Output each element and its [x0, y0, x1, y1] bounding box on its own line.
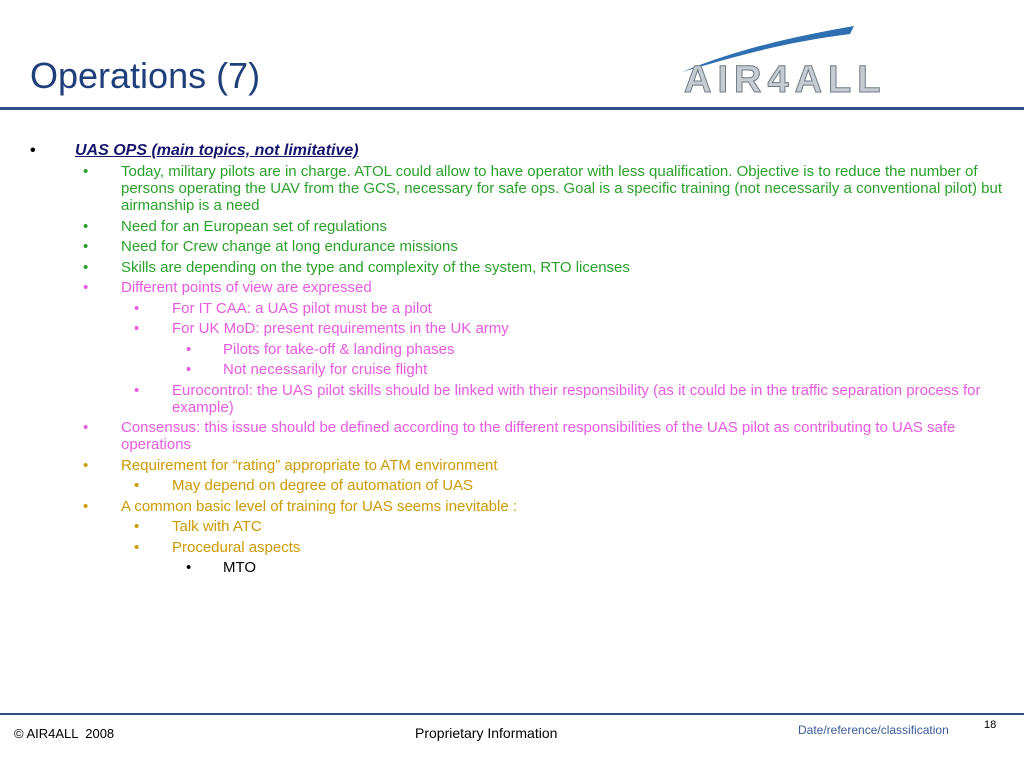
svg-text:AIR4ALL: AIR4ALL — [684, 59, 887, 100]
list-item: • MTO — [186, 559, 257, 576]
list-item: • Need for an European set of regulations — [83, 217, 388, 235]
list-item: • Not necessarily for cruise flight — [186, 361, 428, 378]
list-item: • Today, military pilots are in charge. ATOL could allow to have operator with less qualification. Objective is to reduce the number of persons operating the UAV from the GCS, necessary for safe ops. Goal is a specific training (not necessarily a conventional pilot) but airmanship is a need — [83, 163, 1002, 214]
list-item: • May depend on degree of automation of UAS — [134, 477, 474, 494]
slide-title: Operations (7) — [30, 55, 261, 96]
list-item: • Consensus: this issue should be defined according to the different responsibilities of the UAS pilot as contributing to UAS safe operations — [83, 419, 956, 453]
list-item: • For UK MoD: present requirements in the UK army — [134, 320, 509, 337]
list-item: • Pilots for take-off & landing phases — [186, 340, 455, 358]
list-item: • Procedural aspects — [134, 538, 301, 556]
list-item: • Eurocontrol: the UAS pilot skills should be linked with their responsibility (as it could be in the traffic separation process for example) — [134, 381, 981, 416]
slide-content — [30, 142, 1005, 580]
list-item: • Different points of view are expressed — [83, 279, 372, 296]
footer-proprietary: Proprietary Information — [415, 725, 558, 741]
footer-reference: Date/reference/classification — [798, 723, 949, 737]
list-item: • For IT CAA: a UAS pilot must be a pilot — [134, 299, 432, 317]
list-item: • Talk with ATC — [134, 518, 262, 535]
header-divider — [0, 107, 1024, 110]
air4all-logo — [676, 20, 996, 100]
footer-divider — [0, 713, 1024, 715]
list-item: • A common basic level of training for UAS seems inevitable : — [83, 497, 518, 515]
list-item: • Requirement for “rating” appropriate to ATM environment — [83, 456, 498, 474]
page-number: 18 — [984, 719, 997, 731]
bullet-heading: • UAS OPS (main topics, not limitative) — [30, 142, 359, 159]
heading-text: UAS OPS (main topics, not limitative) — [75, 142, 359, 159]
list-item: • Skills are depending on the type and complexity of the system, RTO licenses — [83, 258, 630, 276]
footer-copyright: © AIR4ALL 2008 — [14, 726, 115, 741]
list-item: • Need for Crew change at long endurance missions — [83, 238, 458, 255]
